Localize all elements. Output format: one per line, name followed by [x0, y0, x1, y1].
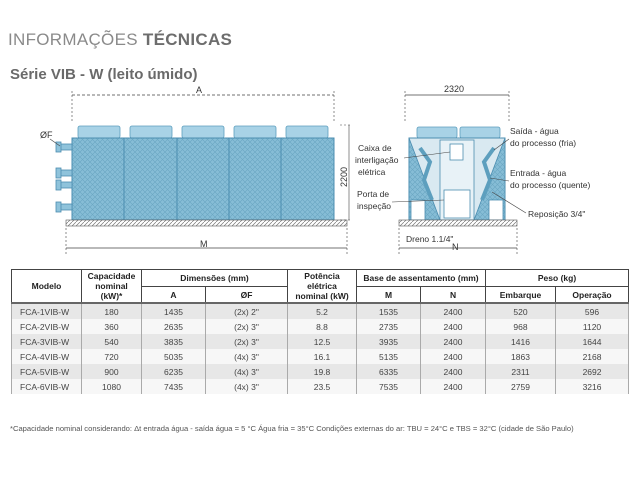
- table-row: [12, 349, 629, 364]
- cell-embarque: 520: [486, 303, 556, 319]
- side-view: [40, 85, 352, 254]
- cell-a: 6235: [142, 364, 206, 379]
- cell-a: 1435: [142, 303, 206, 319]
- cell-potencia: 16.1: [288, 349, 357, 364]
- cell-a: 3835: [142, 334, 206, 349]
- header-title-light: INFORMAÇÕES: [8, 30, 138, 49]
- dim-width-label: 2320: [444, 84, 465, 94]
- cell-n: 2400: [421, 334, 486, 349]
- spec-table: [11, 269, 629, 394]
- cell-capacidade: 360: [82, 319, 142, 334]
- page-header: [8, 30, 232, 50]
- th-base: Base de assentamento (mm): [357, 270, 486, 287]
- th-n: N: [421, 287, 486, 304]
- cell-f: (4x) 3": [206, 364, 288, 379]
- table-row: [12, 379, 629, 394]
- cell-capacidade: 1080: [82, 379, 142, 394]
- cell-f: (2x) 3": [206, 319, 288, 334]
- unit-body: [72, 138, 334, 220]
- cell-m: 1535: [357, 303, 421, 319]
- cell-m: 5135: [357, 349, 421, 364]
- cell-modelo: FCA-2VIB-W: [12, 319, 82, 334]
- cell-embarque: 1863: [486, 349, 556, 364]
- label-dreno: Dreno 1.1/4": [406, 234, 454, 244]
- th-dimensoes: Dimensões (mm): [142, 270, 288, 287]
- cell-modelo: FCA-5VIB-W: [12, 364, 82, 379]
- label-saida-1: Saída - água: [510, 126, 559, 136]
- cell-capacidade: 540: [82, 334, 142, 349]
- cell-capacidade: 900: [82, 364, 142, 379]
- cell-operacao: 3216: [556, 379, 629, 394]
- cell-embarque: 2759: [486, 379, 556, 394]
- dim-m-label: M: [200, 239, 208, 249]
- cell-a: 7435: [142, 379, 206, 394]
- label-entrada-1: Entrada - água: [510, 168, 567, 178]
- cell-n: 2400: [421, 364, 486, 379]
- pipe-connections: [56, 142, 72, 212]
- th-f: ØF: [206, 287, 288, 304]
- label-caixa-2: interligação: [355, 155, 399, 165]
- table-row: [12, 364, 629, 379]
- cell-embarque: 2311: [486, 364, 556, 379]
- cell-operacao: 2168: [556, 349, 629, 364]
- cell-capacidade: 720: [82, 349, 142, 364]
- table-header-row-1: [12, 270, 629, 287]
- cell-modelo: FCA-3VIB-W: [12, 334, 82, 349]
- cell-capacidade: 180: [82, 303, 142, 319]
- dim-a-label: A: [196, 85, 203, 95]
- cell-f: (2x) 2": [206, 303, 288, 319]
- th-operacao: Operação: [556, 287, 629, 304]
- th-m: M: [357, 287, 421, 304]
- cell-operacao: 596: [556, 303, 629, 319]
- cell-a: 2635: [142, 319, 206, 334]
- cell-n: 2400: [421, 379, 486, 394]
- table-row: [12, 303, 629, 319]
- th-potencia: Potência elétrica nominal (kW): [288, 270, 357, 304]
- cell-embarque: 1416: [486, 334, 556, 349]
- cell-n: 2400: [421, 349, 486, 364]
- label-caixa-3: elétrica: [358, 167, 386, 177]
- table-row: [12, 319, 629, 334]
- th-modelo: Modelo: [12, 270, 82, 304]
- series-title: Série VIB - W (leito úmido): [10, 66, 198, 83]
- cell-m: 6335: [357, 364, 421, 379]
- cell-modelo: FCA-6VIB-W: [12, 379, 82, 394]
- cell-modelo: FCA-4VIB-W: [12, 349, 82, 364]
- label-porta-1: Porta de: [357, 189, 390, 199]
- base-slab: [66, 220, 347, 226]
- end-view: [355, 84, 590, 254]
- cell-potencia: 5.2: [288, 303, 357, 319]
- th-capacidade: Capacidade nominal (kW)*: [82, 270, 142, 304]
- cell-potencia: 23.5: [288, 379, 357, 394]
- cell-m: 7535: [357, 379, 421, 394]
- cell-modelo: FCA-1VIB-W: [12, 303, 82, 319]
- cell-f: (4x) 3": [206, 349, 288, 364]
- cell-n: 2400: [421, 319, 486, 334]
- cell-potencia: 12.5: [288, 334, 357, 349]
- label-saida-2: do processo (fria): [510, 138, 577, 148]
- label-caixa-1: Caixa de: [358, 143, 392, 153]
- cell-f: (2x) 3": [206, 334, 288, 349]
- cell-n: 2400: [421, 303, 486, 319]
- cell-m: 2735: [357, 319, 421, 334]
- dim-height-label: 2200: [339, 166, 349, 187]
- cell-potencia: 19.8: [288, 364, 357, 379]
- cell-operacao: 1120: [556, 319, 629, 334]
- label-entrada-2: do processo (quente): [510, 180, 591, 190]
- cell-m: 3935: [357, 334, 421, 349]
- fans: [78, 126, 328, 138]
- table-row: [12, 334, 629, 349]
- label-porta-2: inspeção: [357, 201, 392, 211]
- technical-drawing: [0, 82, 640, 267]
- dim-n-label: N: [452, 242, 459, 252]
- cell-operacao: 1644: [556, 334, 629, 349]
- label-reposicao: Reposição 3/4": [528, 209, 586, 219]
- header-title-bold: TÉCNICAS: [142, 30, 233, 49]
- cell-potencia: 8.8: [288, 319, 357, 334]
- th-embarque: Embarque: [486, 287, 556, 304]
- th-a: A: [142, 287, 206, 304]
- cell-embarque: 968: [486, 319, 556, 334]
- cell-f: (4x) 3": [206, 379, 288, 394]
- th-peso: Peso (kg): [486, 270, 629, 287]
- cell-operacao: 2692: [556, 364, 629, 379]
- footnote: *Capacidade nominal considerando: Δt entrada água - saída água = 5 °C Água fria = 35°C Condições externas do ar: TBU = 24°C e TBS = 32°C (cidade de São Paulo): [10, 424, 574, 433]
- cell-a: 5035: [142, 349, 206, 364]
- dim-f-label: ØF: [40, 130, 53, 140]
